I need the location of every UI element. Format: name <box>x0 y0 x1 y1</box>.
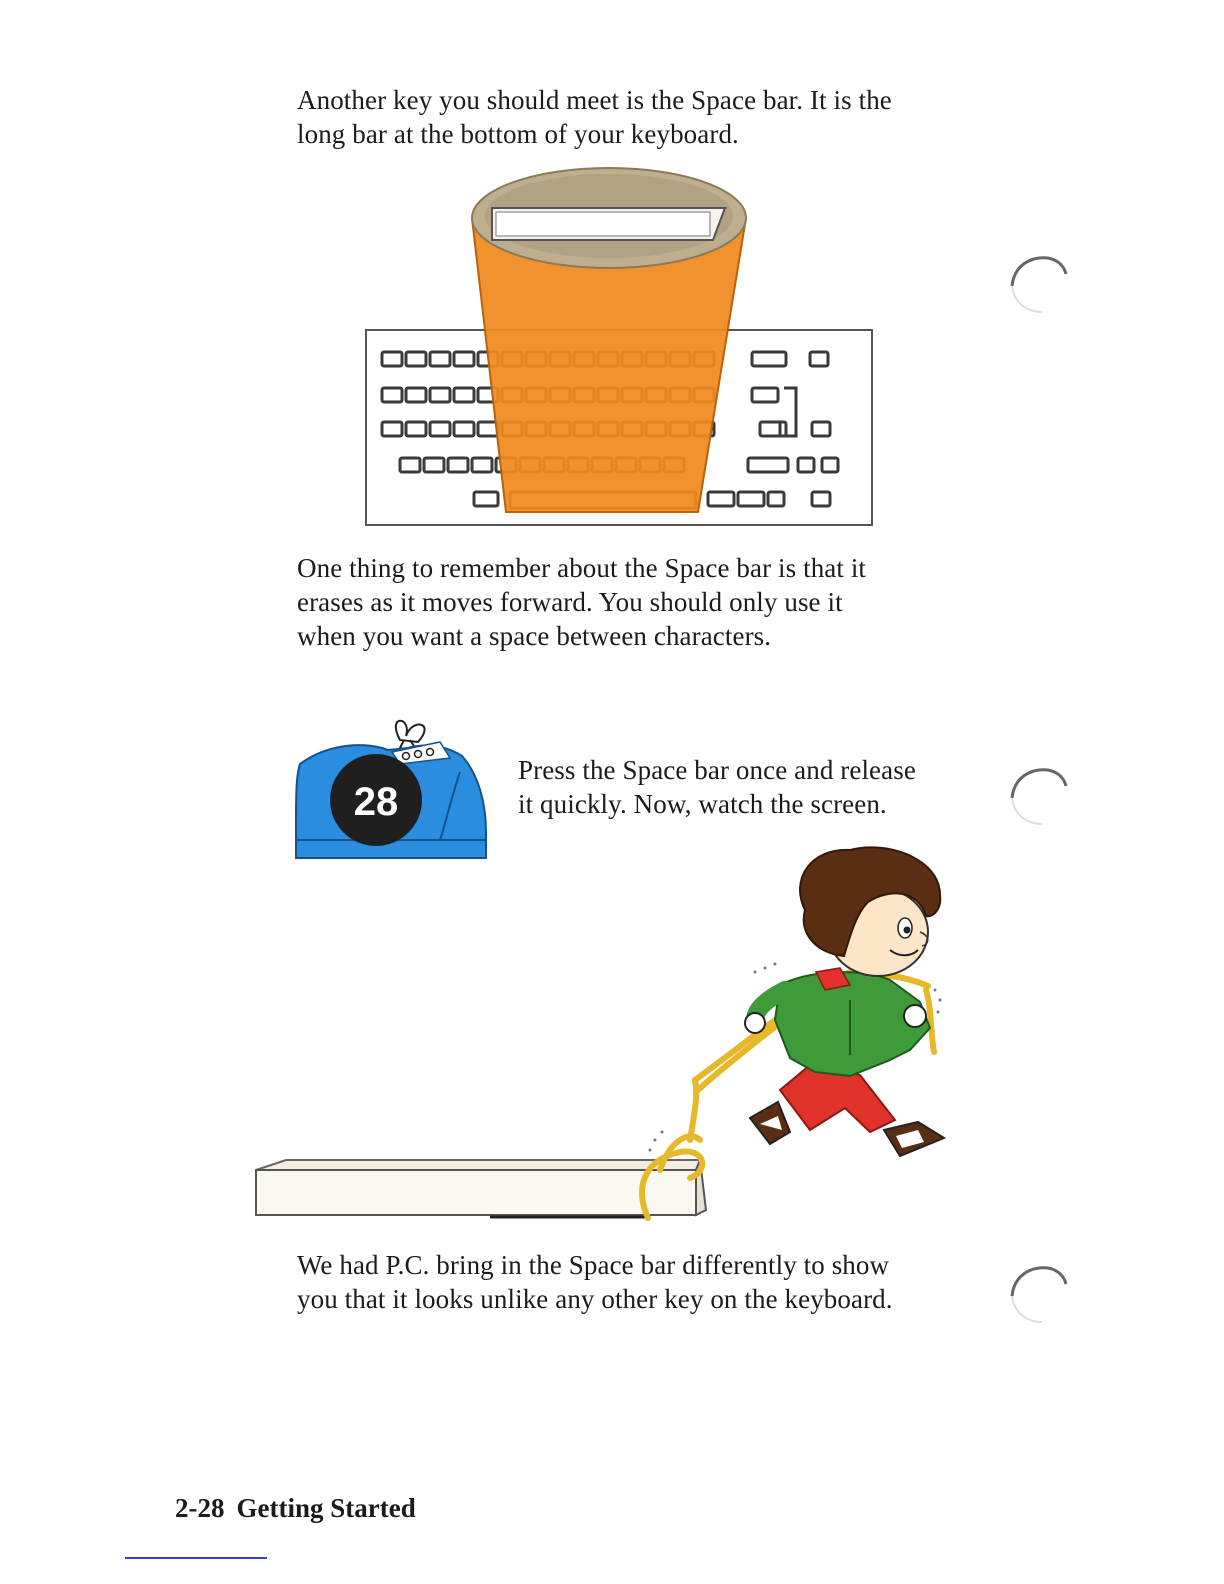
intro-line-2: long bar at the bottom of your keyboard. <box>297 119 739 149</box>
explanation-line-1: We had P.C. bring in the Space bar differently to show <box>297 1250 890 1280</box>
instruction-line-2: it quickly. Now, watch the screen. <box>518 789 887 819</box>
keyboard-key <box>810 352 828 366</box>
keyboard-key <box>430 388 450 402</box>
character-icon <box>745 847 944 1156</box>
page-number: 2-28 <box>175 1493 225 1523</box>
keyboard-key <box>424 458 444 472</box>
keyboard-key <box>748 458 788 472</box>
keyboard-key <box>430 422 450 436</box>
keyboard-key <box>812 422 830 436</box>
keyboard-key <box>798 458 814 472</box>
keyboard-key <box>382 422 402 436</box>
keyboard-key <box>454 352 474 366</box>
instruction-line-1: Press the Space bar once and release <box>518 755 916 785</box>
keyboard-key <box>430 352 450 366</box>
keyboard-key <box>448 458 468 472</box>
keyboard-key <box>406 422 426 436</box>
keyboard-key <box>400 458 420 472</box>
binder-hole-icon <box>1006 764 1070 828</box>
intro-paragraph <box>297 83 892 151</box>
keyboard-key <box>708 492 734 506</box>
remember-line-1: One thing to remember about the Space bar is that it <box>297 553 867 583</box>
keyboard-key <box>738 492 764 506</box>
keyboard-key <box>760 422 786 436</box>
keyboard-key <box>382 388 402 402</box>
keyboard-key <box>822 458 838 472</box>
keyboard-key <box>382 352 402 366</box>
space-bar-icon <box>256 1160 706 1217</box>
keyboard-key <box>752 352 786 366</box>
pc-pulling-space-bar-illustration <box>250 840 960 1230</box>
keyboard-key <box>768 492 784 506</box>
cup-over-keyboard-illustration <box>360 160 880 532</box>
keyboard-key <box>752 388 778 402</box>
keyboard-key <box>472 458 492 472</box>
keyboard-key <box>812 492 830 506</box>
section-title: Getting Started <box>236 1493 416 1523</box>
keyboard-key <box>406 352 426 366</box>
step-number: 28 <box>353 780 399 824</box>
explanation-line-2: you that it looks unlike any other key on the keyboard. <box>297 1284 893 1314</box>
page-footer <box>175 1493 416 1524</box>
keyboard-key <box>406 388 426 402</box>
remember-line-2: erases as it moves forward. You should only use it <box>297 587 843 617</box>
keyboard-key <box>474 492 498 506</box>
binder-hole-icon <box>1006 1262 1070 1326</box>
binder-hole-icon <box>1006 252 1070 316</box>
explanation-paragraph <box>297 1248 893 1316</box>
remember-line-3: when you want a space between characters. <box>297 621 772 651</box>
intro-line-1: Another key you should meet is the Space bar. It is the <box>297 85 892 115</box>
keyboard-key <box>454 388 474 402</box>
keyboard-key <box>454 422 474 436</box>
bottom-rule <box>125 1557 267 1559</box>
instruction-paragraph <box>518 753 916 821</box>
remember-paragraph <box>297 551 866 653</box>
